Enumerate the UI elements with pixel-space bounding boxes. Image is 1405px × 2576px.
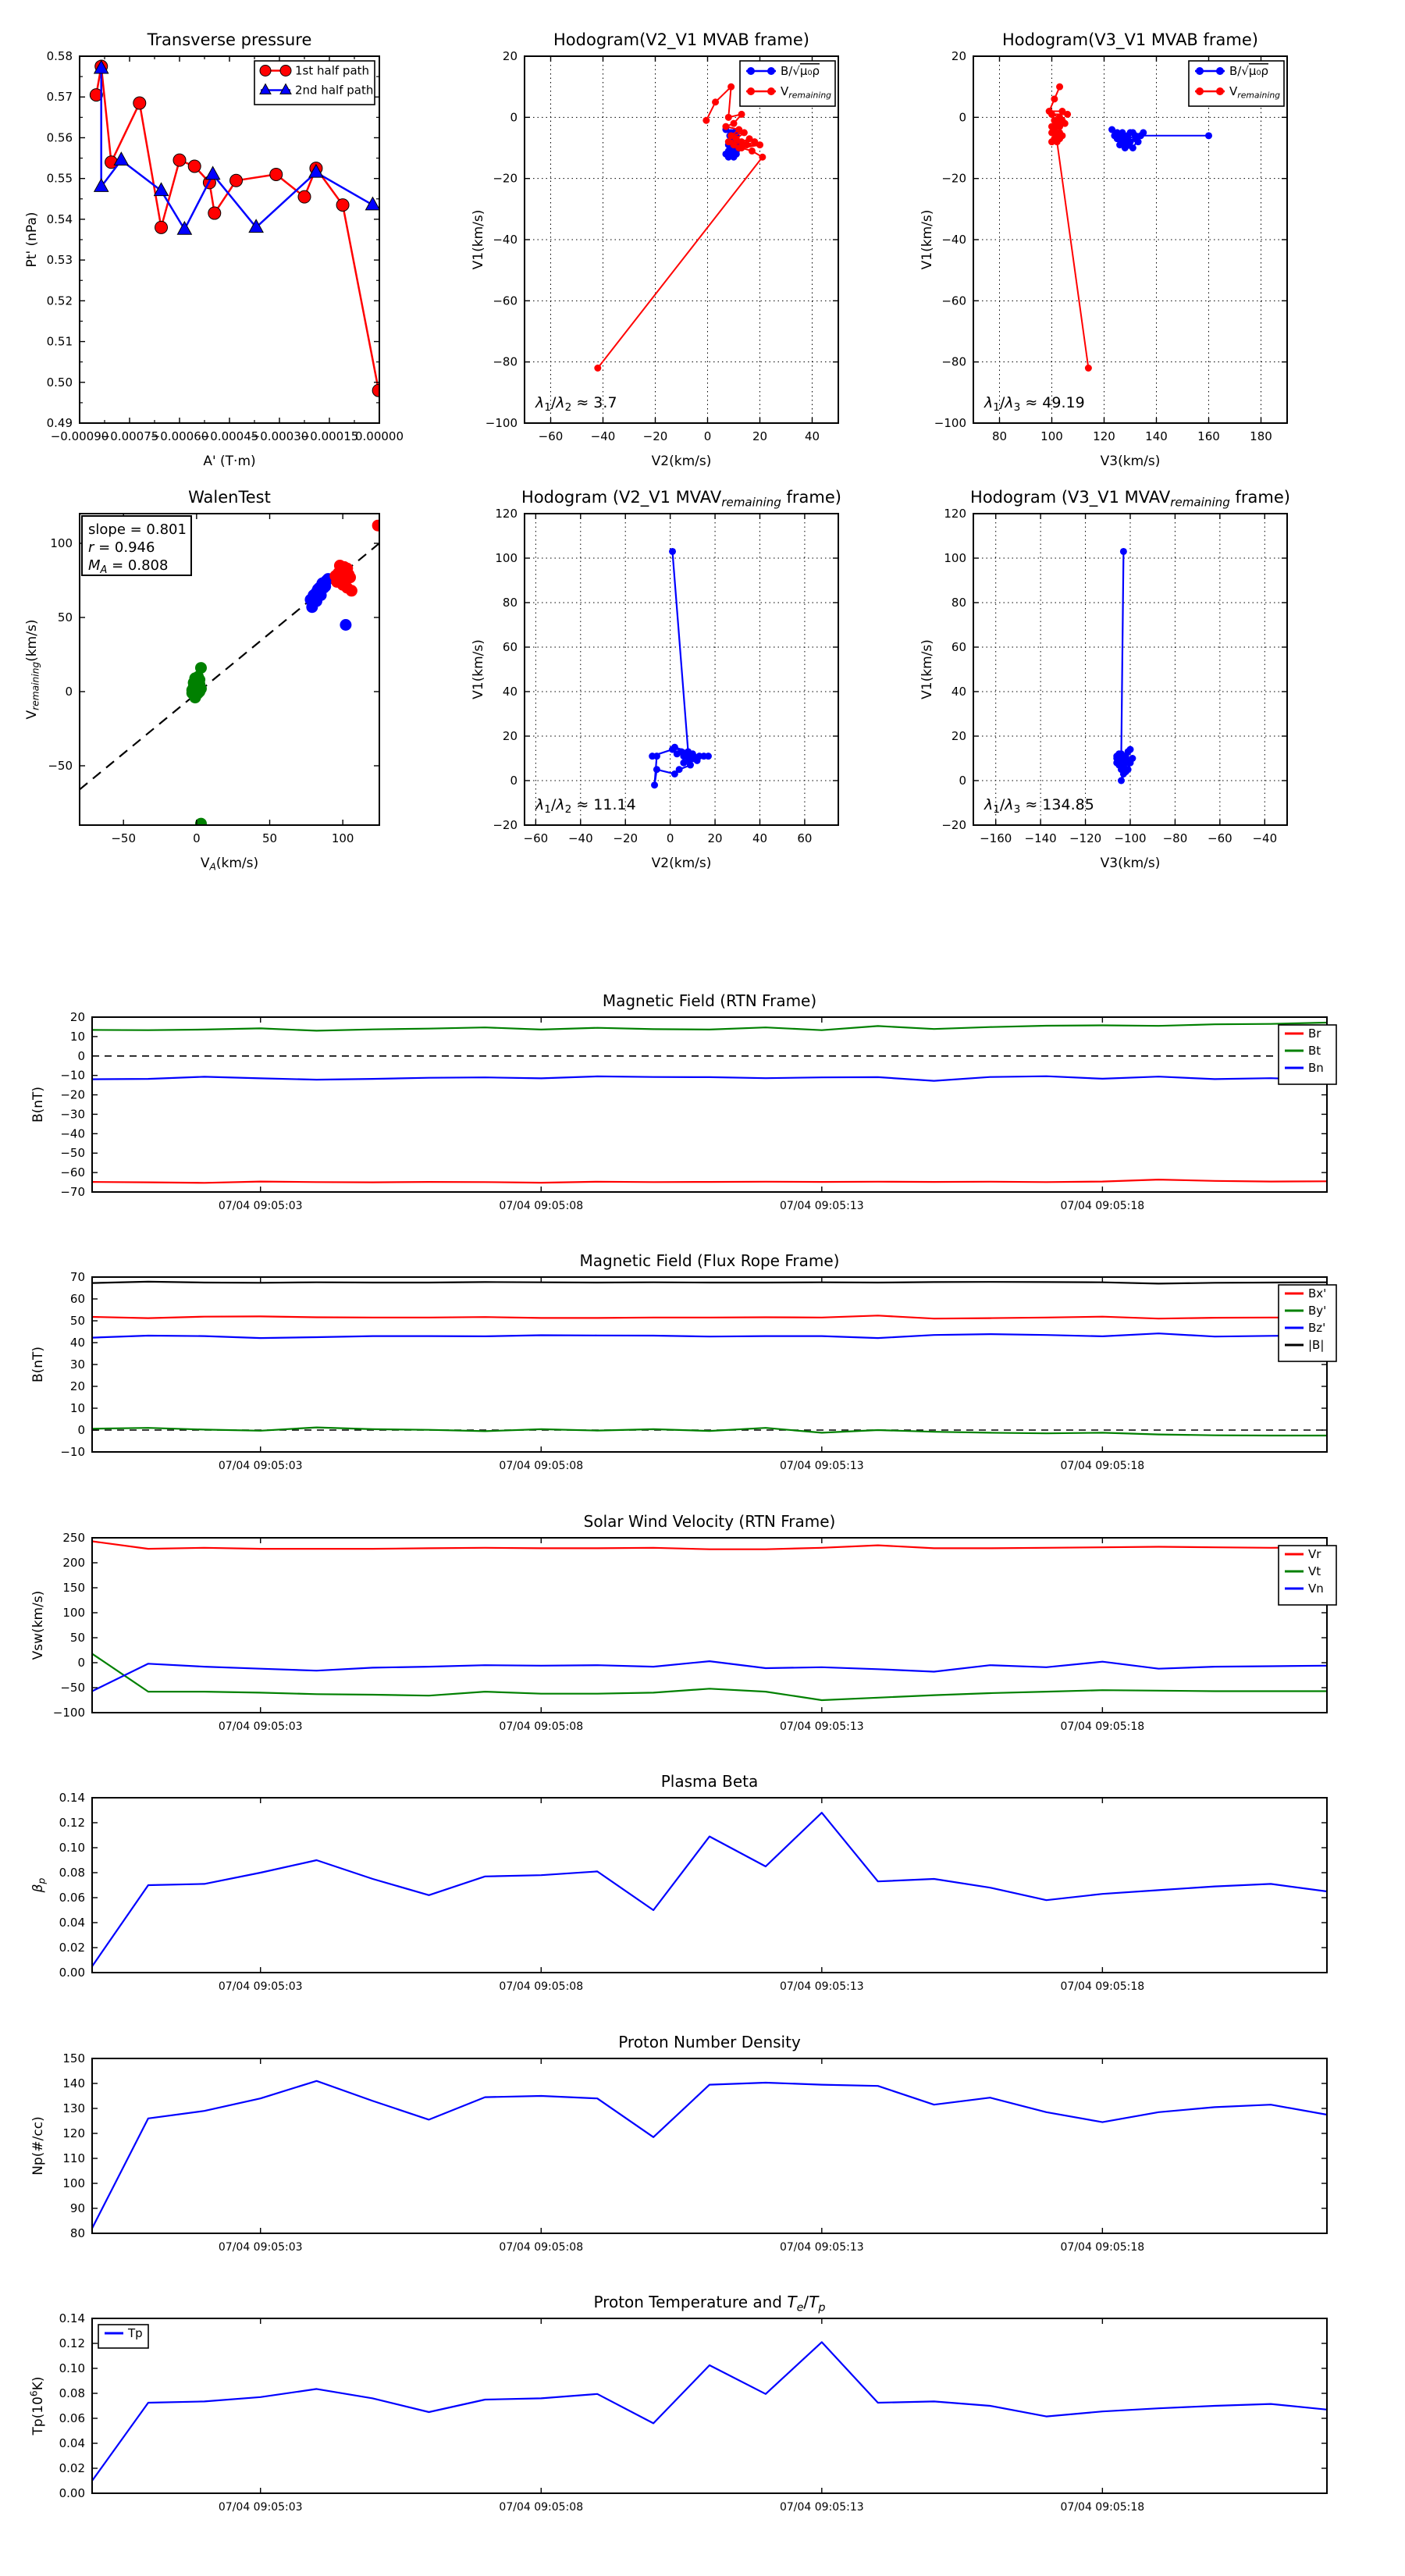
axes-frame [92,2318,1327,2493]
series-layer [92,1813,1327,1966]
y-tick-label: 200 [62,1556,85,1570]
x-tick-label: −20 [613,831,638,845]
x-tick-label: 07/04 09:05:18 [1060,1200,1145,1212]
x-tick-label: 07/04 09:05:13 [779,1980,864,1993]
y-tick-label: 70 [69,1270,85,1284]
fit-info-line: $M_A = 0.808$ [88,557,169,576]
y-tick-label: −20 [493,171,518,186]
chart-proton-temp [16,2269,1405,2527]
x-tick-label: −60 [538,429,564,443]
plot-title: Proton Number Density [618,2033,801,2051]
y-axis-label: V1(km/s) [471,209,486,270]
chart-walen-test [23,486,511,927]
y-tick-label: 50 [57,610,73,624]
y-tick-label: 0.55 [46,171,73,186]
y-tick-label: 150 [62,1581,85,1595]
y-tick-label: −30 [60,1107,85,1122]
x-tick-label: −60 [523,831,549,845]
legend [254,61,375,105]
y-tick-label: 80 [951,596,966,610]
series-Tp [92,2342,1327,2481]
x-tick-label: 07/04 09:05:18 [1060,2241,1145,2254]
series-layer [1113,548,1136,785]
y-tick-label: 0.58 [46,49,73,63]
x-tick-label: 40 [752,831,768,845]
y-tick-label: −60 [60,1165,85,1180]
ticks [486,49,838,443]
legend [740,61,835,106]
x-tick-label: −0.00030 [250,429,309,443]
y-tick-label: 0.12 [59,2336,85,2350]
x-tick-label: −100 [1114,831,1147,845]
x-tick-label: 60 [797,831,813,845]
legend-label: By' [1308,1304,1327,1318]
axes-frame [80,56,379,423]
x-tick-label: −0.00060 [150,429,209,443]
y-tick-label: 0.08 [59,2386,85,2400]
x-tick-label: −140 [1024,831,1057,845]
grid [973,56,1287,423]
y-axis-label: $\beta_p$ [30,1877,48,1893]
y-tick-label: 40 [69,1336,85,1350]
y-axis-label: Pt' (nPa) [24,212,40,268]
x-axis-label: A' (T·m) [203,454,256,469]
annotation: $\lambda_1/\lambda_2 \approx 11.14$ [535,796,636,817]
y-tick-label: 0.53 [46,253,73,268]
x-axis-label: V2(km/s) [651,454,712,469]
y-axis-label: B(nT) [30,1346,46,1383]
y-tick-label: 40 [951,685,966,699]
x-tick-label: 07/04 09:05:08 [499,1720,584,1733]
ticks [62,2051,1327,2254]
x-tick-label: −40 [1252,831,1278,845]
chart-hodogram-v2v1-mvav [471,486,968,927]
y-tick-label: 0.14 [59,2311,85,2325]
y-axis-label: V1(km/s) [471,639,486,699]
x-tick-label: 120 [1093,429,1115,443]
series-layer [594,84,766,372]
plot-title: Hodogram(V2_V1 MVAB frame) [553,30,809,49]
x-tick-label: 07/04 09:05:18 [1060,1720,1145,1733]
y-tick-label: 20 [502,729,518,743]
y-tick-label: 250 [62,1531,85,1545]
y-tick-label: 140 [62,2076,85,2090]
y-tick-label: 0 [77,1423,85,1437]
y-tick-label: −50 [60,1146,85,1161]
y-tick-label: −10 [60,1068,85,1083]
y-tick-label: 20 [951,49,966,63]
x-tick-label: 07/04 09:05:13 [779,1200,864,1212]
fit-info-line: slope = 0.801 [88,521,187,538]
x-tick-label: 07/04 09:05:13 [779,2241,864,2254]
x-tick-label: 20 [752,429,768,443]
y-tick-label: −100 [485,416,518,430]
y-tick-label: 100 [50,536,73,550]
y-tick-label: 0.10 [59,2361,85,2375]
series-Bn [92,1076,1327,1081]
plot-title: Plasma Beta [660,1772,759,1791]
chart-transverse-pressure [23,6,511,486]
series-Br [92,1179,1327,1183]
x-tick-label: 07/04 09:05:18 [1060,1460,1145,1472]
y-axis-label: V1(km/s) [919,209,935,270]
y-tick-label: 0.02 [59,1941,85,1955]
series-cluster-red [329,520,383,597]
y-tick-label: 0.02 [59,2461,85,2475]
y-tick-label: 0 [510,774,518,788]
y-tick-label: 0.00 [59,2486,85,2500]
x-axis-label: V2(km/s) [651,856,712,871]
plot-title: Hodogram (V3_V1 $MVAV_{remaining}$ frame) [970,488,1290,510]
x-tick-label: 07/04 09:05:03 [218,1980,303,1993]
y-tick-label: −70 [60,1185,85,1199]
y-tick-label: 100 [62,2176,85,2190]
x-tick-label: 07/04 09:05:03 [218,1200,303,1212]
y-tick-label: 0.10 [59,1841,85,1855]
plot-title: Proton Temperature and $T_e/T_p$ [593,2293,826,2314]
series-V-trace [649,548,712,788]
axes-frame [92,1017,1327,1192]
legend-label: Bx' [1308,1286,1327,1300]
y-tick-label: −80 [493,354,518,369]
legend-label: Bn [1308,1061,1324,1075]
y-tick-label: 0 [510,110,518,125]
y-tick-label: 150 [62,2051,85,2065]
y-tick-label: 80 [69,2226,85,2240]
legend-label: Tp [128,2326,143,2340]
y-tick-label: −20 [941,171,966,186]
chart-mag-rtn [16,968,1405,1210]
legend [1279,1025,1336,1084]
x-tick-label: 50 [261,831,278,845]
legend-label: Br [1308,1026,1321,1041]
x-tick-label: 07/04 09:05:03 [218,1460,303,1472]
chart-vsw-rtn [16,1489,1405,1731]
y-tick-label: 0.49 [46,416,73,430]
legend-label: Bt [1308,1044,1321,1058]
series-V-remaining [1046,84,1092,372]
legend-label: $V_{remaining}$ [1229,84,1281,101]
y-tick-label: −100 [52,1706,85,1720]
x-tick-label: 07/04 09:05:08 [499,1980,584,1993]
plot-title: Transverse pressure [147,30,312,49]
y-tick-label: 60 [502,640,518,654]
y-tick-label: 0.12 [59,1816,85,1830]
series-layer [649,548,712,788]
series-Bx' [92,1315,1327,1318]
y-tick-label: 40 [502,685,518,699]
y-tick-label: 0.52 [46,294,73,308]
legend-label: $V_{remaining}$ [781,84,832,101]
x-tick-label: 07/04 09:05:18 [1060,1980,1145,1993]
x-tick-label: 0 [666,831,674,845]
y-tick-label: 0 [77,1656,85,1670]
x-tick-label: −60 [1208,831,1232,845]
x-tick-label: −50 [111,831,137,845]
y-axis-label: Vsw(km/s) [30,1590,46,1660]
x-tick-label: 180 [1250,429,1272,443]
chart-mag-fluxrope [16,1228,1405,1470]
y-tick-label: −20 [941,818,966,832]
series-layer [92,2342,1327,2481]
legend-label: Bz' [1308,1321,1326,1335]
series-Vr [92,1542,1327,1550]
y-tick-label: −40 [493,233,518,247]
x-tick-label: 100 [1040,429,1063,443]
series-layer [92,2081,1327,2229]
y-tick-label: 0.14 [59,1791,85,1805]
y-tick-label: 0.00 [59,1966,85,1980]
chart-hodogram-v2v1-mvab [471,6,968,486]
x-tick-label: 07/04 09:05:13 [779,1720,864,1733]
plot-title: Magnetic Field (Flux Rope Frame) [579,1251,840,1270]
x-tick-label: 07/04 09:05:08 [499,2241,584,2254]
y-axis-label: $V_{remaining}(km/s)$ [24,619,41,720]
y-tick-label: 0.08 [59,1866,85,1880]
y-tick-label: 0 [959,110,966,125]
y-tick-label: −100 [934,416,966,430]
axes-frame [92,1538,1327,1713]
x-axis-label: $V_A(km/s)$ [200,856,259,873]
y-tick-label: 100 [495,551,518,565]
y-tick-label: 20 [951,729,966,743]
series-Vn [92,1661,1327,1691]
series-layer [1046,84,1212,372]
x-tick-label: 0.00000 [354,429,404,443]
y-tick-label: 20 [69,1010,85,1024]
legend-label: Vr [1308,1547,1321,1561]
y-tick-label: 0.57 [46,90,73,105]
y-tick-label: −10 [60,1445,85,1459]
x-tick-label: −80 [1162,831,1188,845]
y-tick-label: 10 [69,1029,85,1044]
legend-label: |B| [1308,1338,1325,1352]
grid [525,56,838,423]
x-tick-label: 160 [1197,429,1220,443]
plot-title: Magnetic Field (RTN Frame) [602,991,817,1010]
x-tick-label: 07/04 09:05:03 [218,2501,303,2514]
series-V-trace [1113,548,1136,785]
series-layer [90,60,385,397]
y-tick-label: 120 [62,2126,85,2140]
y-tick-label: −60 [941,294,966,308]
x-tick-label: 0 [703,429,712,443]
x-tick-label: −0.00075 [100,429,159,443]
x-tick-label: −0.00045 [200,429,259,443]
y-axis-label: V1(km/s) [919,639,935,699]
y-tick-label: 130 [62,2101,85,2115]
plot-title: Solar Wind Velocity (RTN Frame) [583,1512,836,1531]
y-tick-label: 20 [69,1379,85,1393]
x-axis-label: V3(km/s) [1100,856,1161,871]
legend-label: Vt [1308,1564,1321,1578]
series-cluster-green [187,662,207,830]
y-tick-label: −80 [941,354,966,369]
y-axis-label: Np(#/cc) [30,2116,46,2176]
y-tick-label: 60 [69,1292,85,1306]
annotation: $\lambda_1/\lambda_3 \approx 134.85$ [984,796,1094,817]
grid [973,514,1287,825]
y-tick-label: 110 [62,2151,85,2165]
series-layer [92,1282,1327,1436]
y-axis-label: $Tp(10^6K)$ [28,2376,46,2435]
legend [1189,61,1284,106]
x-tick-label: −40 [590,429,616,443]
ticks [60,1270,1327,1472]
y-tick-label: −20 [493,818,518,832]
ticks [934,49,1287,443]
y-tick-label: 0.50 [46,375,73,390]
y-tick-label: 0 [77,1048,85,1063]
x-tick-label: 07/04 09:05:13 [779,2501,864,2514]
y-tick-label: 0.54 [46,212,73,226]
ticks [59,2311,1327,2514]
chart-plasma-beta [16,1749,1405,1991]
y-tick-label: 60 [951,640,966,654]
plot-title: Hodogram (V2_V1 $MVAV_{remaining}$ frame) [521,488,841,510]
x-tick-label: 20 [707,831,723,845]
ticks [53,1531,1327,1733]
legend [1279,1546,1336,1605]
y-tick-label: 0.04 [59,1916,85,1930]
ticks [493,507,838,845]
y-tick-label: 80 [502,596,518,610]
annotation: $\lambda_1/\lambda_3 \approx 49.19$ [984,394,1085,415]
fit-info-line: r = 0.946 [88,539,155,556]
x-tick-label: −0.00015 [300,429,359,443]
y-tick-label: 0.06 [59,2411,85,2425]
series-B-alfven [1108,126,1212,152]
x-axis-label: V3(km/s) [1100,454,1161,469]
y-tick-label: 0.06 [59,1891,85,1905]
x-tick-label: 140 [1145,429,1168,443]
series-V-remaining [594,84,766,372]
x-tick-label: −40 [567,831,593,845]
x-tick-label: −160 [980,831,1012,845]
y-tick-label: 0.04 [59,2436,85,2450]
y-tick-label: 90 [69,2201,85,2215]
series-layer [92,1542,1327,1701]
y-tick-label: −60 [493,294,518,308]
x-tick-label: 07/04 09:05:08 [499,1460,584,1472]
plot-title: WalenTest [188,488,271,507]
series-layer [92,1023,1327,1183]
x-tick-label: −0.00090 [50,429,109,443]
series-Bz' [92,1333,1327,1338]
y-tick-label: −50 [48,759,73,773]
legend-label: Vn [1308,1582,1324,1596]
x-tick-label: 100 [331,831,354,845]
y-tick-label: 20 [502,49,518,63]
chart-hodogram-v3v1-mvav [919,486,1405,927]
y-tick-label: 0.51 [46,334,73,349]
y-tick-label: 120 [944,507,966,521]
y-axis-label: B(nT) [30,1086,46,1123]
y-tick-label: 30 [69,1357,85,1372]
x-tick-label: 0 [193,831,201,845]
x-tick-label: 07/04 09:05:08 [499,2501,584,2514]
x-tick-label: 80 [991,429,1008,443]
chart-hodogram-v3v1-mvab [919,6,1405,486]
chart-proton-density [16,2009,1405,2254]
y-tick-label: 0.56 [46,130,73,145]
legend-label: 1st half path [295,63,370,78]
y-tick-label: −50 [60,1681,85,1695]
plot-title: Hodogram(V3_V1 MVAB frame) [1002,30,1258,49]
x-tick-label: −120 [1069,831,1102,845]
y-tick-label: 100 [62,1606,85,1620]
y-tick-label: 100 [944,551,966,565]
y-tick-label: 10 [69,1401,85,1415]
annotation: $\lambda_1/\lambda_2 \approx 3.7$ [535,394,617,415]
y-tick-label: 0 [959,774,966,788]
y-tick-label: −40 [941,233,966,247]
legend [98,2325,148,2348]
legend-label: B/√μ₀ρ [1229,64,1268,78]
series-Bmag [92,1282,1327,1284]
series-Bt [92,1023,1327,1030]
series-1st half path [90,60,385,397]
axes-frame [92,1277,1327,1452]
x-tick-label: 40 [804,429,820,443]
legend [1279,1285,1336,1361]
x-tick-label: 07/04 09:05:08 [499,1200,584,1212]
y-tick-label: 50 [69,1631,85,1645]
y-tick-label: 50 [69,1314,85,1328]
x-tick-label: −20 [642,429,668,443]
x-tick-label: 07/04 09:05:03 [218,1720,303,1733]
series-By' [92,1428,1327,1436]
legend-label: 2nd half path [295,83,374,98]
y-tick-label: −40 [60,1126,85,1141]
fit-info-box [82,516,191,576]
y-tick-label: −20 [60,1087,85,1102]
x-tick-label: 07/04 09:05:18 [1060,2501,1145,2514]
y-tick-label: 0 [65,685,73,699]
series-Np [92,2081,1327,2229]
ticks [941,507,1287,845]
series-beta-p [92,1813,1327,1966]
legend-label: B/√μ₀ρ [781,64,820,78]
y-tick-label: 120 [495,507,518,521]
x-tick-label: 07/04 09:05:13 [779,1460,864,1472]
x-tick-label: 07/04 09:05:03 [218,2241,303,2254]
axes-frame [92,1798,1327,1973]
